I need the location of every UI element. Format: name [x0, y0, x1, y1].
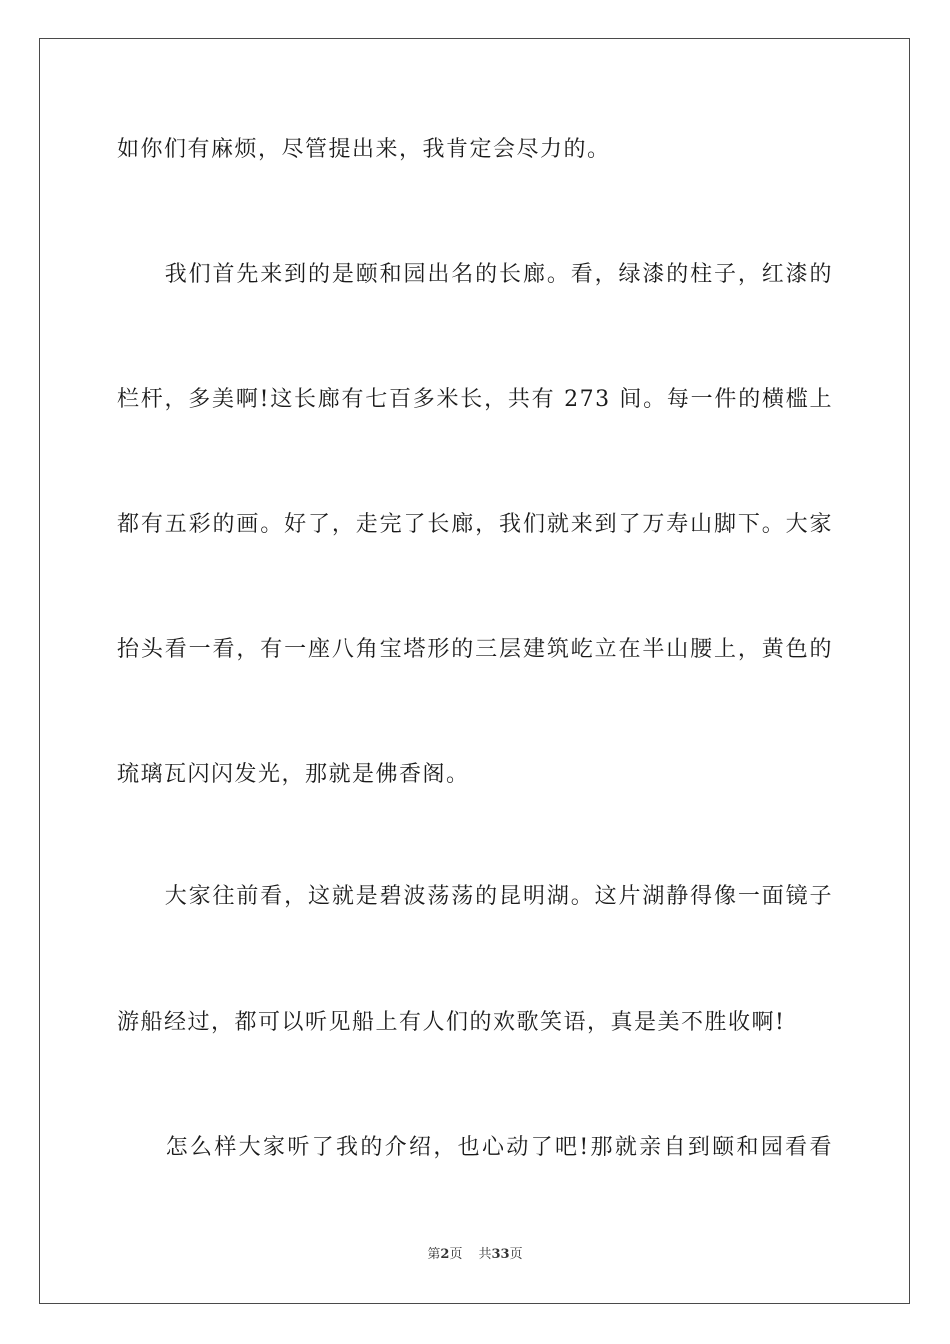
- text-line: 游船经过，都可以听见船上有人们的欢歌笑语，真是美不胜收啊!: [117, 1010, 786, 1035]
- page-prefix: 第: [427, 1247, 441, 1262]
- text-line: 都有五彩的画。好了，走完了长廊，我们就来到了万寿山脚下。大家: [117, 512, 833, 537]
- text-line: 如你们有麻烦，尽管提出来，我肯定会尽力的。: [117, 137, 611, 162]
- text-line: 琉璃瓦闪闪发光，那就是佛香阁。: [117, 762, 470, 787]
- text-line: 怎么样大家听了我的介绍，也心动了吧!那就亲自到颐和园看看: [117, 1135, 833, 1160]
- total-suffix: 页: [509, 1247, 523, 1262]
- text-line: 栏杆，多美啊!这长廊有七百多米长，共有 273 间。每一件的横槛上: [117, 387, 833, 412]
- text-line: 大家往前看，这就是碧波荡荡的昆明湖。这片湖静得像一面镜子: [117, 884, 833, 909]
- page-number: 2: [440, 1247, 450, 1262]
- page-border: [39, 38, 910, 1304]
- page-suffix: 页: [449, 1247, 463, 1262]
- text-line: 抬头看一看，有一座八角宝塔形的三层建筑屹立在半山腰上，黄色的: [117, 637, 833, 662]
- text-line: 我们首先来到的是颐和园出名的长廊。看，绿漆的柱子，红漆的: [117, 262, 833, 287]
- total-prefix: 共: [478, 1247, 492, 1262]
- total-pages: 33: [491, 1247, 510, 1262]
- page-footer: [0, 1246, 950, 1264]
